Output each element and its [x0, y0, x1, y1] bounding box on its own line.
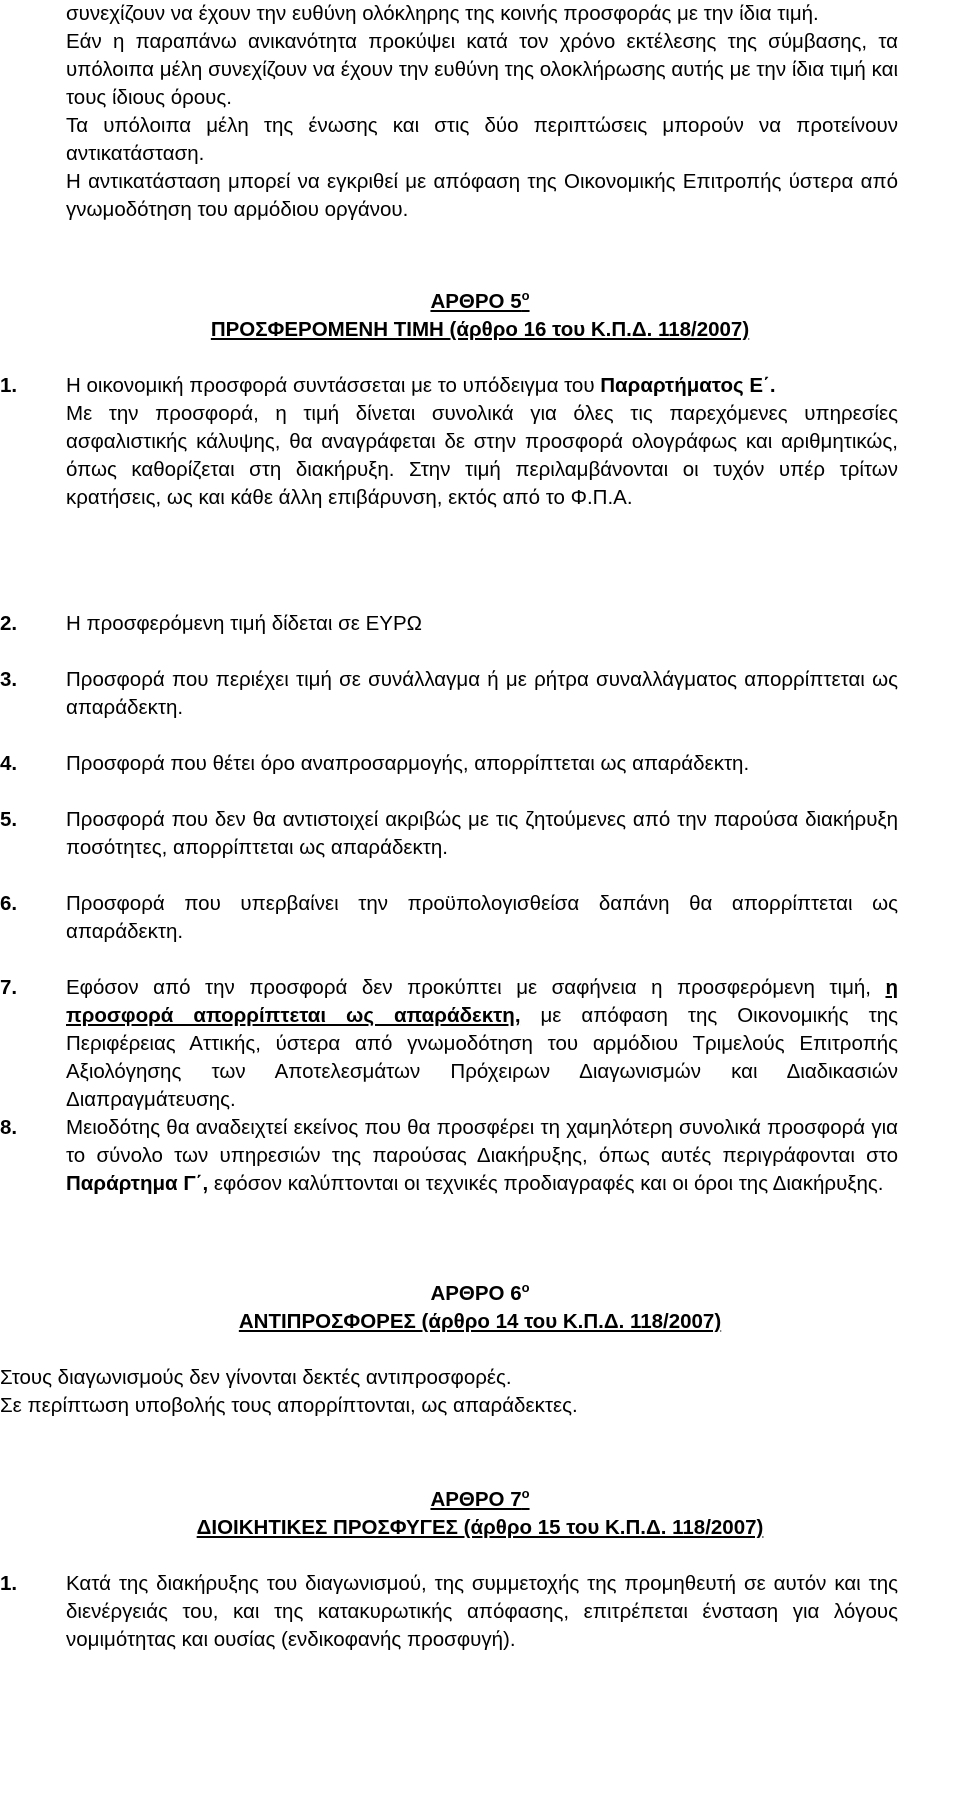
item-1-bold-ref: Παραρτήματος Ε΄: [600, 374, 770, 397]
item-4-text: Προσφορά που θέτει όρο αναπροσαρμογής, απορρίπτεται ως απαράδεκτη.: [66, 752, 750, 775]
intro-paragraph-4: Η αντικατάσταση μπορεί να εγκριθεί με απόφαση της Οικονομικής Επιτροπής ύστερα από γνωμοδότηση του αρμόδιου οργάνου.: [66, 170, 898, 221]
item-7-emphasis: η προσφορά απορρίπτεται ως απαράδεκτη,: [66, 976, 898, 1027]
item-7-text: [66, 974, 898, 1114]
article-6-title: [0, 1280, 960, 1308]
item-8-text: [66, 1114, 898, 1198]
item-number: 1.: [0, 374, 18, 397]
article-7-item-1-text: Κατά της διακήρυξης του διαγωνισμού, της συμμετοχής της προμηθευτή σε αυτόν και της διενέργειάς του, και της κατακυρωτικής απόφασης, επιτρέπεται ένσταση για λόγους νομιμότητας και ουσίας (ενδικοφανής προσφυγή).: [66, 1572, 898, 1651]
article-5-title: [430, 288, 529, 316]
item-2-text: Η προσφερόμενη τιμή δίδεται σε ΕΥΡΩ: [66, 612, 422, 635]
item-7-pre: Εφόσον από την προσφορά δεν προκύπτει με σαφήνεια η προσφερόμενη τιμή,: [66, 976, 886, 999]
article-5-item-4: [0, 750, 900, 778]
article-7-title-sup: ο: [521, 1486, 530, 1502]
article-5-item-5: [0, 806, 900, 862]
item-1-paragraph-2: [66, 400, 898, 512]
item-8-post: εφόσον καλύπτονται οι τεχνικές προδιαγραφές και οι όροι της Διακήρυξης.: [208, 1172, 884, 1195]
item-number: 7.: [0, 976, 18, 999]
article-6-line-2: Σε περίπτωση υποβολής τους απορρίπτονται, ως απαράδεκτες.: [0, 1394, 578, 1417]
item-1-para-2b: Στην τιμή περιλαμβάνονται οι τυχόν υπέρ τρίτων κρατήσεις, ως και κάθε άλλη επιβάρυνση, εκτός από το Φ.Π.Α.: [66, 458, 898, 509]
intro-text: [66, 0, 898, 224]
article-5-subtitle: ΠΡΟΣΦΕΡΟΜΕΝΗ ΤΙΜΗ (άρθρο 16 του Κ.Π.Δ. 118/2007): [210, 318, 750, 341]
item-5-text: Προσφορά που δεν θα αντιστοιχεί ακριβώς με τις ζητούμενες από την παρούσα διακήρυξη ποσότητες, απορρίπτεται ως απαράδεκτη.: [66, 808, 898, 859]
article-6-title-text: ΑΡΘΡΟ 6: [430, 1282, 522, 1305]
item-7-post: με απόφαση της Οικονομικής της Περιφέρειας Αττικής, ύστερα από γνωμοδότηση του αρμόδιου Τριμελούς Επιτροπής Αξιολόγησης των Αποτελεσμάτων Πρόχειρων Διαγωνισμών και Διαδικασιών Διαπραγμάτευσης.: [66, 1004, 898, 1111]
item-1-text: Η οικονομική προσφορά συντάσσεται με το υπόδειγμα του: [66, 374, 601, 397]
article-6-subtitle: ΑΝΤΙΠΡΟΣΦΟΡΕΣ (άρθρο 14 του Κ.Π.Δ. 118/2007): [238, 1310, 722, 1333]
article-5-item-8: [0, 1114, 900, 1198]
item-number: 5.: [0, 808, 18, 831]
item-number: 3.: [0, 668, 18, 691]
article-5-item-7: [0, 974, 900, 1114]
article-5-heading: [0, 288, 960, 344]
item-1-bold-dot: .: [769, 374, 776, 397]
article-6-heading: [0, 1280, 960, 1336]
article-7-heading: [0, 1486, 960, 1542]
article-6-line-1: Στους διαγωνισμούς δεν γίνονται δεκτές αντιπροσφορές.: [0, 1366, 512, 1389]
item-number: 8.: [0, 1116, 18, 1139]
article-6-body: [0, 1364, 900, 1420]
article-5-title-sup: ο: [521, 288, 530, 304]
item-8-bold-ref: Παράρτημα Γ΄,: [66, 1172, 209, 1195]
article-7-item-1: [0, 1570, 900, 1654]
intro-paragraph-3: Τα υπόλοιπα μέλη της ένωσης και στις δύο περιπτώσεις μπορούν να προτείνουν αντικατάσταση.: [66, 114, 898, 165]
article-5-item-3: [0, 666, 900, 722]
intro-paragraph-2: Εάν η παραπάνω ανικανότητα προκύψει κατά τον χρόνο εκτέλεσης της σύμβασης, τα υπόλοιπα μέλη συνεχίζουν να έχουν την ευθύνη της ολοκλήρωσης αυτής με την ίδια τιμή και τους ίδιους όρους.: [66, 30, 898, 109]
article-5-title-text: ΑΡΘΡΟ 5: [430, 290, 522, 313]
article-5-item-6: [0, 890, 900, 946]
article-7-subtitle: ΔΙΟΙΚΗΤΙΚΕΣ ΠΡΟΣΦΥΓΕΣ (άρθρο 15 του Κ.Π.Δ. 118/2007): [196, 1516, 764, 1539]
item-number: 6.: [0, 892, 18, 915]
item-number: 2.: [0, 612, 18, 635]
item-6-text: Προσφορά που υπερβαίνει την προϋπολογισθείσα δαπάνη θα απορρίπτεται ως απαράδεκτη.: [66, 892, 898, 943]
item-number: 4.: [0, 752, 18, 775]
article-7-title: [430, 1486, 529, 1514]
article-5-item-2: [0, 610, 900, 638]
intro-paragraph-1: συνεχίζουν να έχουν την ευθύνη ολόκληρης της κοινής προσφοράς με την ίδια τιμή.: [66, 2, 819, 25]
item-1-line-1: [66, 372, 898, 400]
item-number: 1.: [0, 1572, 18, 1595]
item-1-para-2a: Με την προσφορά, η τιμή δίνεται συνολικά για όλες τις παρεχόμενες υπηρεσίες ασφαλιστικής κάλυψης, θα αναγράφεται δε στην προσφορά ολογράφως και αριθμητικώς, όπως καθορίζεται στη διακήρυξη.: [66, 402, 898, 481]
article-5-item-1: [0, 372, 900, 512]
article-6-title-sup: ο: [521, 1280, 530, 1296]
item-8-pre: Μειοδότης θα αναδειχτεί εκείνος που θα προσφέρει τη χαμηλότερη συνολικά προσφορά για το σύνολο των υπηρεσιών της παρούσας Διακήρυξης, όπως αυτές περιγράφονται στο: [66, 1116, 898, 1167]
article-7-title-text: ΑΡΘΡΟ 7: [430, 1488, 522, 1511]
item-3-text: Προσφορά που περιέχει τιμή σε συνάλλαγμα ή με ρήτρα συναλλάγματος απορρίπτεται ως απαράδεκτη.: [66, 668, 898, 719]
